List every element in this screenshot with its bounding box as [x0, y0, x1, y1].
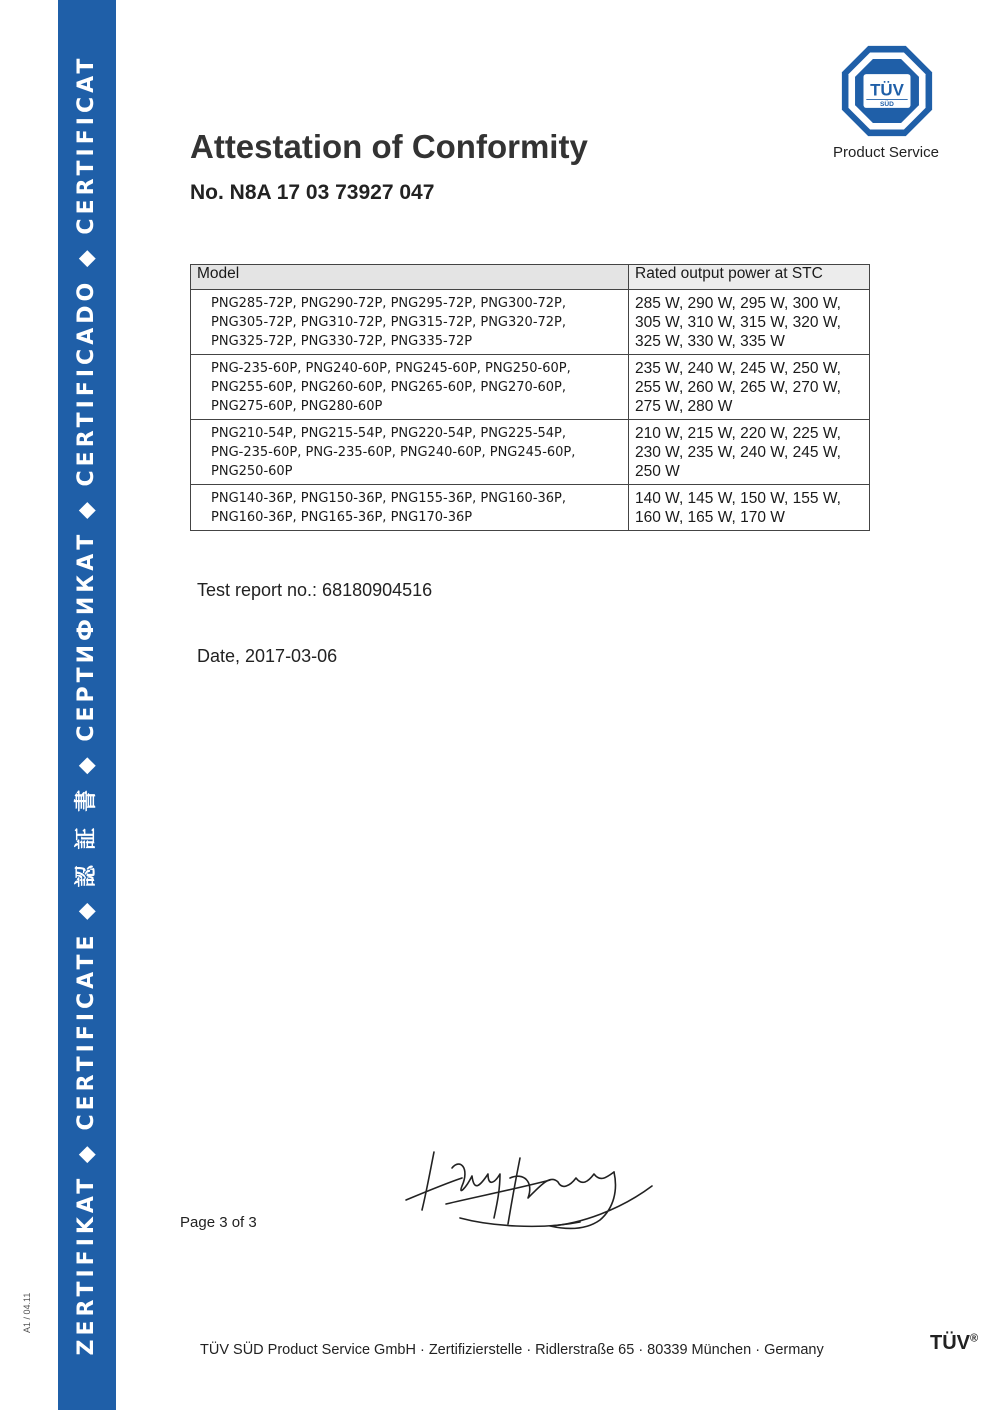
power-line: 250 W — [635, 463, 680, 480]
registered-mark: ® — [970, 1332, 979, 1345]
footer-tuv-text: TÜV — [930, 1332, 970, 1354]
model-power-table — [190, 264, 870, 531]
footer-address: TÜV SÜD Product Service GmbH · Zertifizierstelle · Ridlerstraße 65 · 80339 München · Germany — [200, 1342, 824, 1358]
power-line: 235 W, 240 W, 245 W, 250 W, — [635, 360, 841, 377]
table-row — [191, 485, 870, 531]
model-line: PNG210-54P, PNG215-54P, PNG220-54P, PNG225-54P, — [211, 426, 567, 441]
svg-text:TÜV: TÜV — [870, 80, 904, 100]
power-line: 140 W, 145 W, 150 W, 155 W, — [635, 490, 841, 507]
power-line: 160 W, 165 W, 170 W — [635, 509, 785, 526]
form-edition: A1 / 04.11 — [22, 1292, 32, 1333]
table-row — [191, 420, 870, 485]
column-header-model: Model — [191, 265, 629, 290]
footer-tuv-mark — [930, 1332, 978, 1355]
model-line: PNG140-36P, PNG150-36P, PNG155-36P, PNG160-36P, — [211, 491, 567, 506]
power-line: 325 W, 330 W, 335 W — [635, 333, 785, 350]
table-row — [191, 290, 870, 355]
svg-text:SÜD: SÜD — [880, 101, 894, 109]
certificate-side-band — [58, 0, 116, 1410]
handwritten-signature — [400, 1138, 660, 1238]
model-line: PNG305-72P, PNG310-72P, PNG315-72P, PNG320-72P, — [211, 315, 567, 330]
tuv-sud-logo-icon — [840, 44, 934, 138]
model-line: PNG275-60P, PNG280-60P — [211, 399, 383, 414]
model-line: PNG-235-60P, PNG-235-60P, PNG240-60P, PNG245-60P, — [211, 445, 576, 460]
model-line: PNG325-72P, PNG330-72P, PNG335-72P — [211, 334, 473, 349]
power-line: 275 W, 280 W — [635, 398, 733, 415]
model-line: PNG255-60P, PNG260-60P, PNG265-60P, PNG270-60P, — [211, 380, 567, 395]
model-cell — [191, 485, 629, 531]
power-cell — [629, 420, 870, 485]
product-service-caption: Product Service — [833, 144, 939, 161]
power-line: 285 W, 290 W, 295 W, 300 W, — [635, 295, 841, 312]
table-row — [191, 355, 870, 420]
page-number: Page 3 of 3 — [180, 1214, 257, 1231]
table-header-row — [191, 265, 870, 290]
power-line: 230 W, 235 W, 240 W, 245 W, — [635, 444, 841, 461]
certificate-number: No. N8A 17 03 73927 047 — [190, 181, 435, 204]
side-band-text: ZERTIFIKAT ◆ CERTIFICATE ◆ 認 証 書 ◆ СЕРТИФИКАТ ◆ CERTIFICADO ◆ CERTIFICAT — [74, 54, 99, 1356]
model-cell — [191, 420, 629, 485]
model-line: PNG160-36P, PNG165-36P, PNG170-36P — [211, 510, 473, 525]
test-report-number: Test report no.: 68180904516 — [197, 580, 433, 600]
model-cell — [191, 355, 629, 420]
model-cell — [191, 290, 629, 355]
document-title: Attestation of Conformity — [190, 128, 588, 165]
power-line: 305 W, 310 W, 315 W, 320 W, — [635, 314, 841, 331]
issue-date: Date, 2017-03-06 — [197, 646, 338, 666]
model-line: PNG285-72P, PNG290-72P, PNG295-72P, PNG300-72P, — [211, 296, 567, 311]
column-header-power: Rated output power at STC — [629, 265, 870, 290]
power-cell — [629, 355, 870, 420]
model-line: PNG250-60P — [211, 464, 293, 479]
model-line: PNG-235-60P, PNG240-60P, PNG245-60P, PNG250-60P, — [211, 361, 571, 376]
power-cell — [629, 290, 870, 355]
power-cell — [629, 485, 870, 531]
power-line: 255 W, 260 W, 265 W, 270 W, — [635, 379, 841, 396]
power-line: 210 W, 215 W, 220 W, 225 W, — [635, 425, 841, 442]
